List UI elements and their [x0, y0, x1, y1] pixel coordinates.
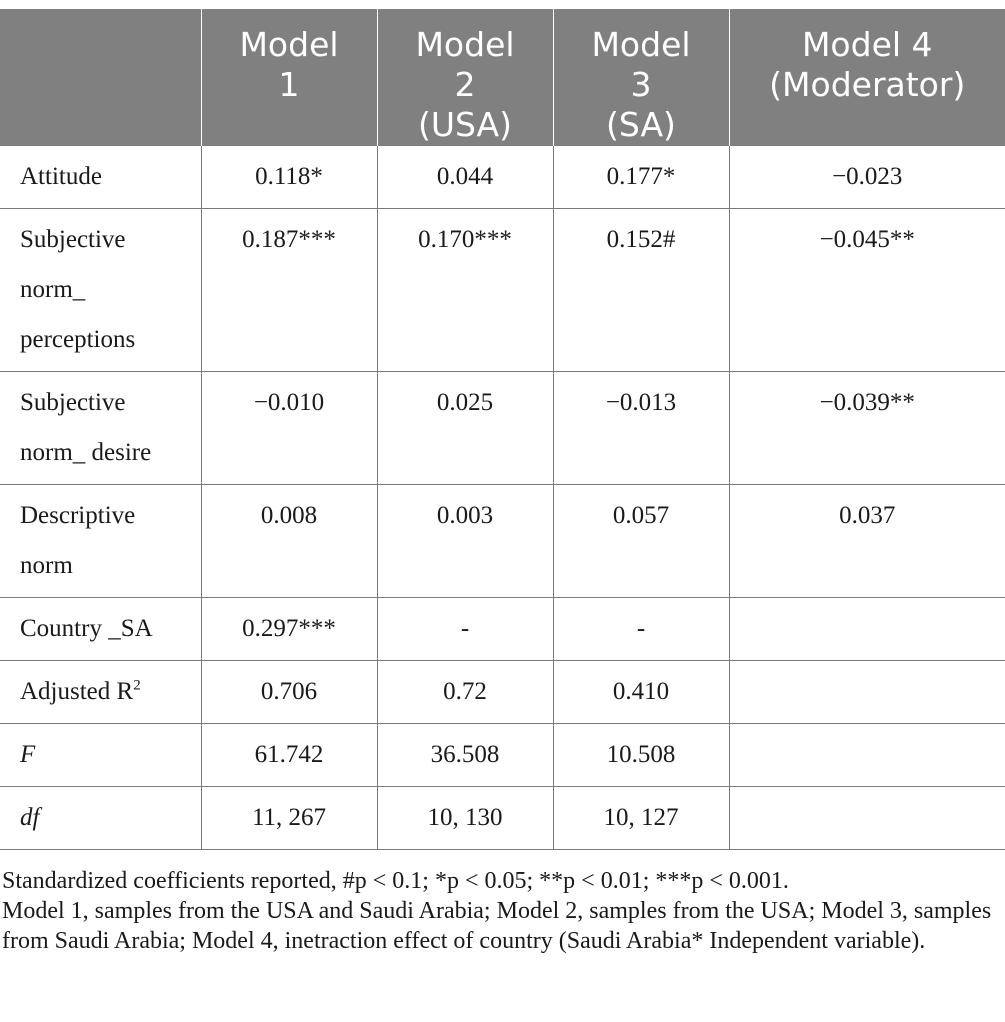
header-line: Model — [239, 25, 339, 64]
header-line: 1 — [278, 65, 300, 104]
cell-model-2: - — [377, 598, 553, 661]
row-label-text: Subjective — [20, 226, 126, 253]
row-label — [0, 661, 201, 724]
cell-model-3: 0.057 — [553, 485, 729, 598]
cell-model-3: 0.177* — [553, 146, 729, 209]
row-label — [0, 209, 201, 372]
cell-model-3: −0.013 — [553, 372, 729, 485]
row-label — [0, 372, 201, 485]
row-label-text: Attitude — [20, 163, 102, 190]
header-row — [0, 9, 1005, 146]
table-body — [0, 146, 1005, 850]
regression-table — [0, 9, 1005, 850]
superscript: 2 — [133, 677, 141, 694]
cell-model-1: −0.010 — [201, 372, 377, 485]
header-line: Model 4 — [801, 25, 933, 64]
row-label-text: Descriptive — [20, 502, 136, 529]
header-cell-model-2 — [377, 9, 553, 146]
header-line: 2 — [454, 65, 476, 104]
cell-model-3: 10, 127 — [553, 787, 729, 850]
cell-model-1: 0.187*** — [201, 209, 377, 372]
header-cell-model-4 — [729, 9, 1005, 146]
cell-model-2: 0.003 — [377, 485, 553, 598]
row-label-text: df — [20, 804, 40, 831]
cell-model-2: 36.508 — [377, 724, 553, 787]
table-row-df — [0, 787, 1005, 850]
table-row-adjusted-r2 — [0, 661, 1005, 724]
cell-model-3: 10.508 — [553, 724, 729, 787]
header-line: (SA) — [606, 105, 676, 144]
cell-model-4: −0.023 — [729, 146, 1005, 209]
row-label — [0, 485, 201, 598]
table-header — [0, 9, 1005, 146]
significance-note: Standardized coefficients reported, #p < 0.1; *p < 0.05; **p < 0.01; ***p < 0.001. — [2, 868, 789, 894]
header-cell-model-1 — [201, 9, 377, 146]
cell-model-3: 0.152# — [553, 209, 729, 372]
cell-model-3: - — [553, 598, 729, 661]
row-label-text: norm_ — [20, 276, 86, 303]
cell-model-1: 0.118* — [201, 146, 377, 209]
row-label-text: Subjective — [20, 389, 126, 416]
row-label-text: Adjusted R — [20, 678, 134, 705]
row-label — [0, 598, 201, 661]
cell-model-4: −0.039** — [729, 372, 1005, 485]
row-label-text: F — [20, 741, 36, 768]
cell-model-2: 0.170*** — [377, 209, 553, 372]
table-row-subjective-norm-desire — [0, 372, 1005, 485]
table-row-subjective-norm-perceptions — [0, 209, 1005, 372]
header-line: (USA) — [417, 105, 513, 144]
row-label-text: norm — [20, 552, 73, 579]
row-label — [0, 724, 201, 787]
cell-model-3: 0.410 — [553, 661, 729, 724]
row-label-text: norm_ desire — [20, 439, 152, 466]
cell-model-1: 61.742 — [201, 724, 377, 787]
cell-model-4: 0.037 — [729, 485, 1005, 598]
table-row-descriptive-norm — [0, 485, 1005, 598]
model-description-note: Model 1, samples from the USA and Saudi Arabia; Model 2, samples from the USA; Model 3, samples from Saudi Arabia; Model 4, inetraction effect of country (Saudi Arabia* Independent variable). — [2, 898, 992, 954]
cell-model-2: 0.025 — [377, 372, 553, 485]
header-cell-variable — [0, 9, 201, 146]
cell-model-1: 0.297*** — [201, 598, 377, 661]
header-cell-model-3 — [553, 9, 729, 146]
cell-model-4 — [729, 661, 1005, 724]
row-label — [0, 146, 201, 209]
cell-model-4 — [729, 724, 1005, 787]
table-row-attitude — [0, 146, 1005, 209]
table-notes — [0, 866, 1005, 956]
cell-model-4 — [729, 598, 1005, 661]
cell-model-2: 0.72 — [377, 661, 553, 724]
row-label-text: perceptions — [20, 326, 136, 353]
row-label-text: Country _SA — [20, 615, 153, 642]
header-line: Model — [415, 25, 515, 64]
header-line: 3 — [630, 65, 652, 104]
cell-model-1: 11, 267 — [201, 787, 377, 850]
cell-model-1: 0.706 — [201, 661, 377, 724]
cell-model-4: −0.045** — [729, 209, 1005, 372]
table-row-country-sa — [0, 598, 1005, 661]
table-row-f — [0, 724, 1005, 787]
cell-model-2: 0.044 — [377, 146, 553, 209]
cell-model-2: 10, 130 — [377, 787, 553, 850]
cell-model-1: 0.008 — [201, 485, 377, 598]
header-line: (Moderator) — [769, 65, 966, 104]
row-label — [0, 787, 201, 850]
cell-model-4 — [729, 787, 1005, 850]
header-line: Model — [591, 25, 691, 64]
